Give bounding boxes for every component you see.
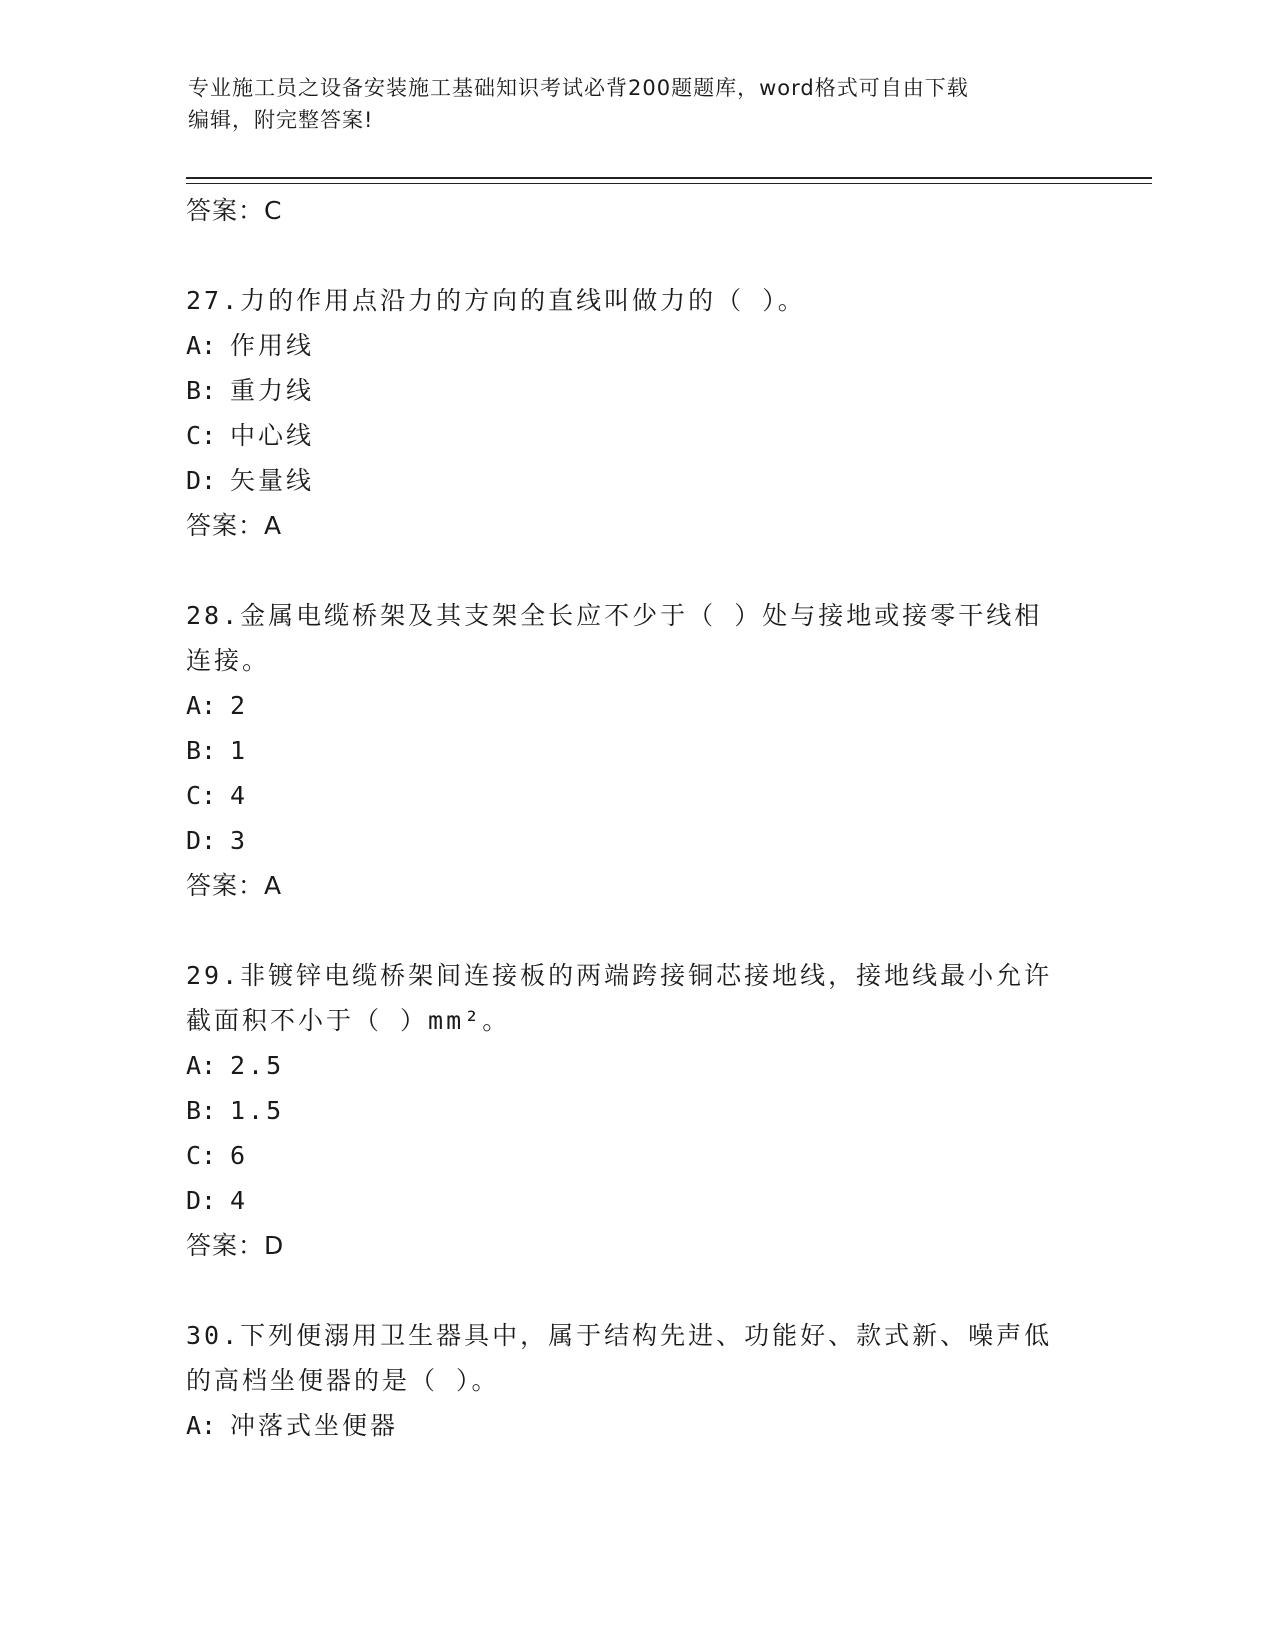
option-c — [186, 1133, 1086, 1178]
option-text: 6 — [230, 1141, 249, 1170]
option-letter: C: — [186, 421, 217, 450]
option-c — [186, 413, 1086, 458]
question-list — [186, 188, 1086, 1448]
option-letter: C: — [186, 781, 217, 810]
question-28 — [186, 593, 1086, 909]
question-29 — [186, 953, 1086, 1269]
question-text — [186, 593, 1086, 683]
question-30 — [186, 1313, 1086, 1448]
option-letter: C: — [186, 1141, 217, 1170]
answer-line: 答案：A — [186, 511, 283, 540]
option-text: 3 — [230, 826, 249, 855]
question-text-line-2: 的高档坐便器的是（ ）。 — [186, 1366, 500, 1395]
option-text: 作用线 — [230, 331, 315, 360]
option-text: 4 — [230, 1186, 249, 1215]
question-text — [186, 278, 1086, 323]
option-letter: D: — [186, 1186, 217, 1215]
option-b — [186, 368, 1086, 413]
option-c — [186, 773, 1086, 818]
question-27 — [186, 278, 1086, 549]
option-b — [186, 1088, 1086, 1133]
option-b — [186, 728, 1086, 773]
option-text: 矢量线 — [230, 466, 315, 495]
option-text: 1 — [230, 736, 249, 765]
prev-answer: 答案：C — [186, 196, 283, 225]
option-letter: B: — [186, 1096, 217, 1125]
option-d — [186, 818, 1086, 863]
option-letter: D: — [186, 466, 217, 495]
option-letter: A: — [186, 331, 217, 360]
option-letter: A: — [186, 1411, 217, 1440]
option-a — [186, 323, 1086, 368]
answer-line: 答案：A — [186, 871, 283, 900]
option-d — [186, 458, 1086, 503]
question-text-line-1: 28.金属电缆桥架及其支架全长应不少于（ ）处与接地或接零干线相 — [186, 601, 1043, 630]
option-a — [186, 1403, 1086, 1448]
question-text — [186, 953, 1086, 1043]
option-text: 重力线 — [230, 376, 315, 405]
question-text-line-1: 27.力的作用点沿力的方向的直线叫做力的（ ）。 — [186, 286, 806, 315]
header-rule-thin — [186, 183, 1152, 184]
option-d — [186, 1178, 1086, 1223]
header-line-1: 专业施工员之设备安装施工基础知识考试必背200题题库，word格式可自由下载 — [188, 76, 969, 100]
header-line-2: 编辑，附完整答案! — [188, 108, 374, 132]
option-letter: D: — [186, 826, 217, 855]
option-text: 2 — [230, 691, 249, 720]
option-text: 中心线 — [230, 421, 315, 450]
question-text-line-2: 截面积不小于（ ）mm²。 — [186, 1006, 511, 1035]
option-text: 1.5 — [230, 1096, 285, 1125]
option-a — [186, 683, 1086, 728]
question-text-line-2: 连接。 — [186, 646, 271, 675]
option-letter: B: — [186, 736, 217, 765]
option-letter: B: — [186, 376, 217, 405]
option-text: 2.5 — [230, 1051, 285, 1080]
option-letter: A: — [186, 691, 217, 720]
option-text: 冲落式坐便器 — [230, 1411, 399, 1440]
answer-line: 答案：D — [186, 1231, 285, 1260]
option-letter: A: — [186, 1051, 217, 1080]
header-rule-thick — [186, 177, 1152, 179]
question-text-line-1: 29.非镀锌电缆桥架间连接板的两端跨接铜芯接地线，接地线最小允许 — [186, 961, 1053, 990]
option-text: 4 — [230, 781, 249, 810]
question-text-line-1: 30.下列便溺用卫生器具中，属于结构先进、功能好、款式新、噪声低 — [186, 1321, 1053, 1350]
option-a — [186, 1043, 1086, 1088]
document-header — [188, 72, 1068, 136]
question-text — [186, 1313, 1086, 1403]
